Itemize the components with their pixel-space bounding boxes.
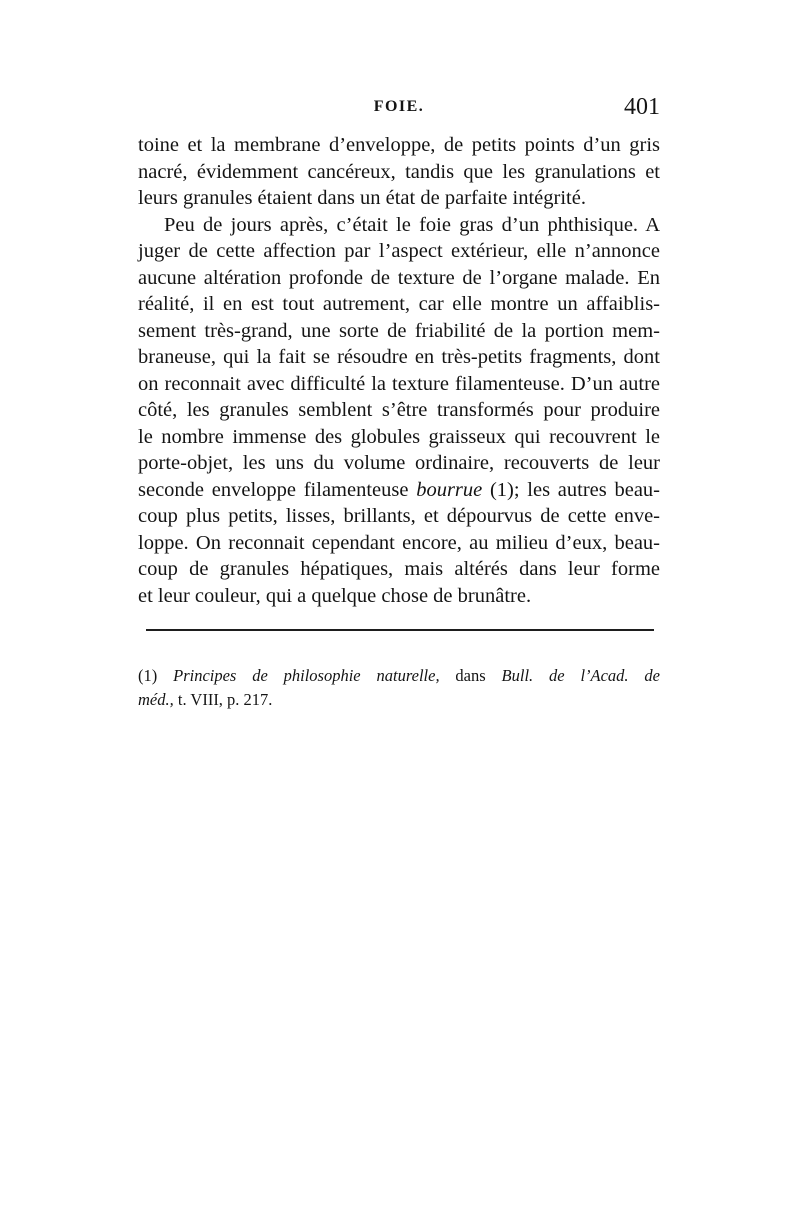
footnote-marker: (1) bbox=[138, 666, 158, 685]
line-text-segment: (1); les autres beau- bbox=[482, 478, 661, 501]
footnote bbox=[138, 664, 660, 712]
italic-term: bourrue bbox=[416, 478, 483, 501]
line-text-segment: seconde enveloppe filamenteuse bbox=[138, 478, 417, 501]
text-line: le nombre immense des globules graisseux qui recouvrent le bbox=[138, 425, 660, 448]
text-line: leurs granules étaient dans un état de parfaite intégrité. bbox=[138, 187, 586, 209]
text-line: coup de granules hépatiques, mais altérés dans leur forme bbox=[138, 558, 660, 580]
text-line: braneuse, qui la fait se résoudre en très-petits fragments, dont bbox=[138, 346, 660, 368]
paragraph-start-line: Peu de jours après, c’était le foie gras d’un phthisique. A bbox=[164, 213, 660, 236]
text-line: aucune altération profonde de texture de l’organe malade. En bbox=[138, 266, 660, 289]
text-line: on reconnait avec difficulté la texture filamenteuse. D’un autre bbox=[138, 372, 660, 395]
body-text bbox=[138, 132, 660, 609]
text-line: côté, les granules semblent s’être transformés pour produire bbox=[138, 399, 660, 421]
footnote-journal: Bull. de l’Acad. de bbox=[501, 666, 660, 685]
text-line: porte-objet, les uns du volume ordinaire, recouverts de leur bbox=[138, 452, 660, 474]
footnote-separator-rule bbox=[146, 629, 654, 631]
text-line: loppe. On reconnait cependant encore, au milieu d’eux, beau- bbox=[138, 531, 660, 554]
running-head bbox=[138, 94, 660, 128]
footnote-line bbox=[138, 688, 660, 712]
text-line: réalité, il en est tout autrement, car elle montre un affaiblis- bbox=[138, 293, 660, 315]
text-line-with-note-ref bbox=[138, 477, 660, 504]
text-line: sement très-grand, une sorte de friabilité de la portion mem- bbox=[138, 319, 660, 342]
text-line: nacré, évidemment cancéreux, tandis que les granulations et bbox=[138, 160, 660, 183]
footnote-title: Principes de philosophie naturelle, bbox=[173, 666, 440, 685]
text-line: et leur couleur, qui a quelque chose de brunâtre. bbox=[138, 584, 532, 607]
text-line: juger de cette affection par l’aspect extérieur, elle n’annonce bbox=[138, 240, 660, 262]
footnote-line bbox=[138, 664, 660, 688]
running-head-title: FOIE. bbox=[373, 98, 425, 115]
footnote-volume: t. VIII, p. 217. bbox=[173, 690, 273, 709]
text-line: coup plus petits, lisses, brillants, et dépourvus de cette enve- bbox=[138, 505, 660, 527]
footnote-connector: dans bbox=[439, 666, 502, 685]
page-number: 401 bbox=[624, 94, 660, 120]
text-line: toine et la membrane d’enveloppe, de petits points d’un gris bbox=[138, 134, 660, 156]
footnote-journal-end: méd., bbox=[138, 690, 174, 709]
